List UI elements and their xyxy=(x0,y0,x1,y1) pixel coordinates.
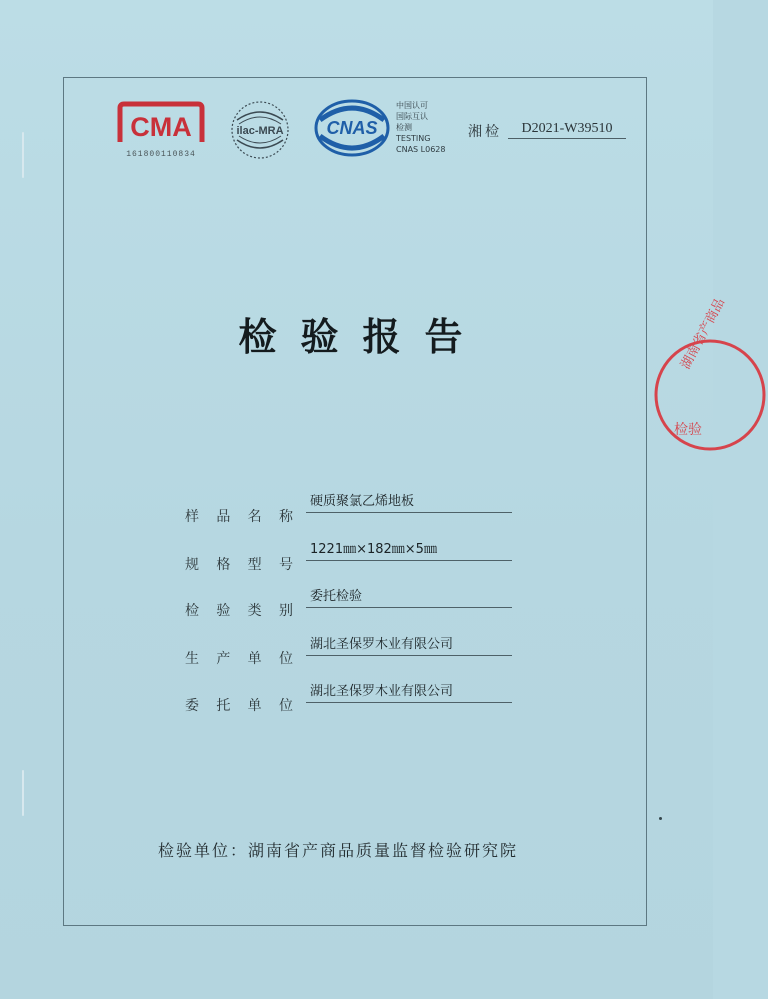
label-char: 称 xyxy=(278,509,293,525)
label-char: 名 xyxy=(247,509,262,525)
seal-text-bottom: 检验 xyxy=(674,422,702,438)
cnas-logo xyxy=(312,98,392,158)
inspection-type-value: 委托检验 xyxy=(306,585,512,608)
label-char: 委 xyxy=(185,698,199,714)
cnas-line: 国际互认 xyxy=(396,112,428,121)
label-char: 号 xyxy=(278,557,293,573)
label-char: 验 xyxy=(216,603,231,619)
cnas-line: CNAS L0628 xyxy=(396,145,446,154)
label-char: 格 xyxy=(216,557,231,573)
report-prefix: 湘检 xyxy=(468,124,502,140)
label-char: 生 xyxy=(185,651,199,667)
page-title: 检验报告 xyxy=(238,314,487,359)
client-value: 湖北圣保罗木业有限公司 xyxy=(306,680,512,703)
seal-text-top: 湖南省产商品 xyxy=(678,295,729,372)
ilac-mra-logo xyxy=(223,98,297,162)
official-seal xyxy=(648,295,768,460)
client-label xyxy=(185,695,293,715)
punch-mark xyxy=(22,770,24,816)
label-char: 规 xyxy=(185,557,199,573)
label-char: 单 xyxy=(247,698,262,714)
ilac-logo-text: ilac-MRA xyxy=(236,125,284,137)
label-char: 型 xyxy=(247,557,262,573)
label-char: 产 xyxy=(216,651,231,667)
label-char: 别 xyxy=(278,603,293,619)
label-char: 位 xyxy=(278,698,293,714)
manufacturer-value: 湖北圣保罗木业有限公司 xyxy=(306,633,512,656)
cnas-accreditation-text xyxy=(396,100,456,155)
label-char: 检 xyxy=(185,603,199,619)
label-char: 单 xyxy=(247,651,262,667)
label-char: 品 xyxy=(216,509,231,525)
inspection-type-label xyxy=(185,600,293,620)
label-char: 类 xyxy=(247,603,262,619)
report-number: D2021-W39510 xyxy=(508,121,626,139)
manufacturer-label xyxy=(185,648,293,668)
label-char: 位 xyxy=(278,651,293,667)
cma-number: 161800110834 xyxy=(126,150,196,159)
cnas-line: 中国认可 xyxy=(396,101,428,110)
spec-model-value: 1221㎜×182㎜×5㎜ xyxy=(306,538,512,561)
inspection-unit: 检验单位：湖南省产商品质量监督检验研究院 xyxy=(158,841,519,860)
punch-mark xyxy=(22,132,24,178)
cnas-line: 检测 xyxy=(396,123,412,132)
cma-logo xyxy=(112,98,210,162)
label-char: 样 xyxy=(185,509,199,525)
cnas-logo-text: CNAS xyxy=(326,118,378,138)
sample-name-label xyxy=(185,506,293,526)
sample-name-value: 硬质聚氯乙烯地板 xyxy=(306,490,512,513)
cma-logo-text: CMA xyxy=(130,112,192,142)
spec-model-label xyxy=(185,554,293,574)
label-char: 托 xyxy=(216,698,231,714)
cnas-line: TESTING xyxy=(396,134,431,143)
margin-dot xyxy=(659,817,662,820)
